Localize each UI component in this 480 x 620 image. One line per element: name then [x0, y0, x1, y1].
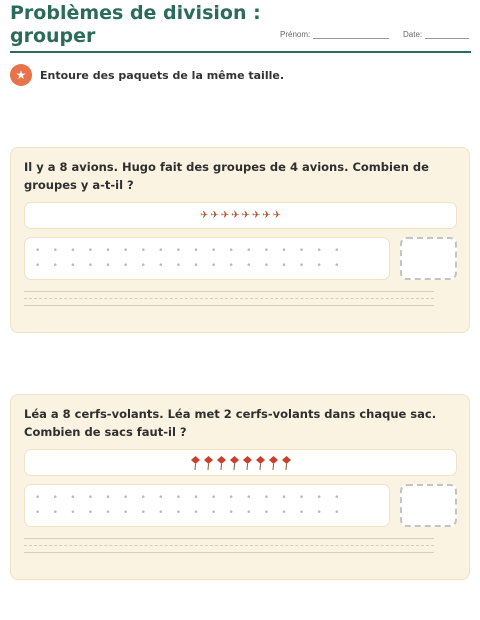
grid-dot: •	[246, 246, 252, 256]
grid-dot: •	[87, 261, 94, 271]
airplane-icon[interactable]: ✈	[241, 209, 250, 221]
worksheet-title	[10, 2, 270, 48]
grid-dot: •	[281, 493, 287, 503]
grid-dot: •	[210, 508, 217, 518]
writing-line	[24, 552, 434, 553]
grid-dot: •	[263, 261, 270, 271]
problem-2-answer-box[interactable]	[400, 484, 457, 527]
date-field[interactable]	[403, 30, 469, 39]
grid-dot: •	[140, 246, 146, 256]
writing-line-dashed	[24, 545, 434, 546]
problem-2-items[interactable]	[24, 449, 457, 476]
grid-dot: •	[175, 246, 182, 256]
grid-dot: •	[298, 261, 305, 271]
grid-dot: •	[334, 246, 340, 256]
grid-dot: •	[210, 493, 217, 503]
grid-dot: •	[105, 508, 111, 518]
grid-dot: •	[87, 493, 94, 503]
grid-dot: •	[52, 261, 58, 271]
dot-row	[25, 509, 389, 524]
grid-dot: •	[298, 508, 305, 518]
instruction-text: Entoure des paquets de la même taille.	[40, 68, 285, 82]
date-line[interactable]	[425, 38, 469, 39]
name-line[interactable]	[313, 38, 389, 39]
airplane-icon[interactable]: ✈	[199, 209, 209, 221]
writing-line	[24, 291, 434, 292]
airplane-icon[interactable]: ✈	[210, 209, 219, 221]
kite-icon[interactable]	[216, 456, 227, 470]
grid-dot: •	[158, 508, 164, 518]
grid-dot: •	[158, 493, 164, 503]
grid-dot: •	[35, 261, 41, 271]
grid-dot: •	[246, 508, 252, 518]
grid-dot: •	[334, 493, 340, 503]
problem-1-answer-box[interactable]	[400, 237, 457, 280]
writing-line	[24, 538, 434, 539]
grid-dot: •	[140, 493, 146, 503]
grid-dot: •	[298, 493, 305, 503]
kite-icon[interactable]	[203, 456, 214, 470]
grid-dot: •	[316, 493, 322, 503]
grid-dot: •	[158, 246, 164, 256]
grid-dot: •	[281, 261, 287, 271]
grid-dot: •	[87, 508, 94, 518]
kite-icon[interactable]	[255, 456, 266, 470]
grid-dot: •	[70, 261, 76, 271]
dot-row	[25, 247, 389, 262]
grid-dot: •	[122, 246, 129, 256]
instruction	[10, 64, 284, 86]
kite-icon[interactable]	[229, 456, 240, 470]
grid-dot: •	[316, 246, 322, 256]
grid-dot: •	[228, 261, 234, 271]
grid-dot: •	[263, 246, 270, 256]
grid-dot: •	[35, 508, 41, 518]
problem-card-2	[10, 394, 470, 580]
grid-dot: •	[35, 493, 41, 503]
problem-2-question: Léa a 8 cerfs-volants. Léa met 2 cerfs-volants dans chaque sac. Combien de sacs faut-il ?	[24, 407, 437, 439]
problem-card-1	[10, 147, 470, 333]
grid-dot: •	[52, 508, 58, 518]
grid-dot: •	[105, 246, 111, 256]
writing-line-dashed	[24, 298, 434, 299]
grid-dot: •	[298, 246, 305, 256]
writing-line	[24, 305, 434, 306]
grid-dot: •	[193, 261, 199, 271]
problem-2-dot-grid[interactable]	[24, 484, 390, 527]
grid-dot: •	[105, 493, 111, 503]
grid-dot: •	[122, 493, 129, 503]
grid-dot: •	[228, 508, 234, 518]
grid-dot: •	[316, 261, 322, 271]
kite-icon[interactable]	[281, 456, 292, 470]
grid-dot: •	[52, 493, 58, 503]
grid-dot: •	[193, 508, 199, 518]
grid-dot: •	[228, 493, 234, 503]
name-field[interactable]	[280, 30, 389, 39]
kite-icon[interactable]	[242, 456, 253, 470]
grid-dot: •	[210, 261, 217, 271]
airplane-icon[interactable]: ✈	[262, 209, 271, 221]
grid-dot: •	[281, 246, 287, 256]
airplane-icon[interactable]: ✈	[220, 209, 230, 221]
grid-dot: •	[87, 246, 94, 256]
grid-dot: •	[334, 261, 340, 271]
grid-dot: •	[70, 246, 76, 256]
dot-row	[25, 494, 389, 509]
grid-dot: •	[105, 261, 111, 271]
airplane-icon[interactable]: ✈	[231, 209, 240, 221]
date-label: Date:	[403, 30, 423, 39]
grid-dot: •	[246, 493, 252, 503]
name-label: Prénom:	[280, 30, 311, 39]
grid-dot: •	[175, 508, 182, 518]
grid-dot: •	[122, 261, 129, 271]
airplane-icon[interactable]: ✈	[272, 209, 282, 221]
title-line-2: grouper	[10, 25, 96, 47]
grid-dot: •	[175, 493, 182, 503]
grid-dot: •	[70, 508, 76, 518]
problem-1-writing-lines[interactable]	[24, 291, 434, 312]
grid-dot: •	[70, 493, 76, 503]
grid-dot: •	[228, 246, 234, 256]
grid-dot: •	[281, 508, 287, 518]
problem-1-question: Il y a 8 avions. Hugo fait des groupes de 4 avions. Combien de groupes y a-t-il ?	[24, 160, 429, 192]
grid-dot: •	[263, 493, 270, 503]
grid-dot: •	[122, 508, 129, 518]
grid-dot: •	[193, 493, 199, 503]
kite-icon[interactable]	[190, 456, 201, 470]
grid-dot: •	[246, 261, 252, 271]
kite-icon[interactable]	[268, 456, 279, 470]
grid-dot: •	[316, 508, 322, 518]
problem-2-writing-lines[interactable]	[24, 538, 434, 559]
grid-dot: •	[140, 508, 146, 518]
worksheet-header	[10, 0, 471, 53]
grid-dot: •	[193, 246, 199, 256]
grid-dot: •	[263, 508, 270, 518]
grid-dot: •	[52, 246, 58, 256]
grid-dot: •	[35, 246, 41, 256]
grid-dot: •	[158, 261, 164, 271]
problem-1-dot-grid[interactable]	[24, 237, 390, 280]
grid-dot: •	[334, 508, 340, 518]
grid-dot: •	[140, 261, 146, 271]
grid-dot: •	[210, 246, 217, 256]
grid-dot: •	[175, 261, 182, 271]
problem-1-items[interactable]	[24, 202, 457, 229]
airplane-icon[interactable]: ✈	[251, 209, 261, 221]
title-line-1: Problèmes de division :	[10, 2, 261, 24]
dot-row	[25, 262, 389, 277]
star-icon: ★	[10, 64, 32, 86]
